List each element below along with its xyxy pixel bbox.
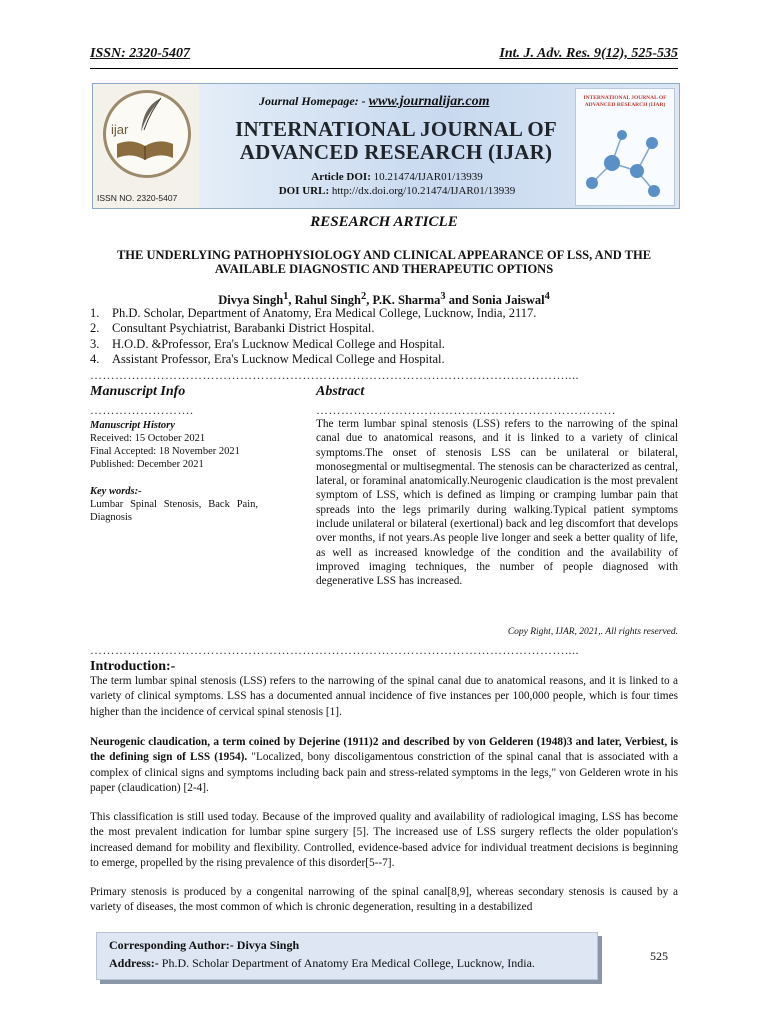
article-title: THE UNDERLYING PATHOPHYSIOLOGY AND CLINICAL APPEARANCE OF LSS, AND THE AVAILABLE DIAGNOSTIC AND THERAPEUTIC OPTIONS (116, 248, 652, 276)
author-sup: 1 (283, 291, 289, 302)
history-heading: Manuscript History (90, 420, 175, 431)
affiliation-item (90, 321, 536, 336)
article-doi: 10.21474/IJAR01/13939 (373, 171, 483, 183)
divider-bottom: …………………………………………………………………………………………………….... (90, 643, 579, 657)
address-text: Ph.D. Scholar Department of Anatomy Era Medical College, Lucknow, India. (158, 956, 535, 970)
manuscript-info-heading: Manuscript Info (90, 384, 186, 399)
author-sup: 2 (360, 291, 367, 302)
journal-cover-thumbnail (575, 88, 675, 206)
author-sup: 3 (440, 291, 446, 302)
book-icon (115, 136, 175, 162)
journal-banner (92, 83, 680, 209)
corresponding-author: Corresponding Author:- Divya Singh (109, 938, 300, 952)
affiliation-text: Assistant Professor, Era's Lucknow Medical College and Hospital. (112, 351, 445, 366)
divider-right: ……………………………………………………………… (316, 403, 616, 417)
molecule-icon (582, 123, 668, 201)
running-header (90, 46, 678, 69)
accepted-date: Final Accepted: 18 November 2021 (90, 446, 240, 457)
doi-block (245, 170, 549, 198)
logo-text: ijar (111, 122, 129, 137)
address-label: Address:- (109, 956, 159, 970)
intro-paragraph-1: The term lumbar spinal stenosis (LSS) refers to the narrowing of the spinal canal due to anatomical reasons, and it is linked to a variety of clinical symptoms. LSS has a documented annual incidence of five instances per 100,000 people, which is four times higher than the incidence of cervical spinal stenosis [1]. (90, 675, 678, 718)
author-name: Rahul Singh (294, 293, 361, 308)
keywords-heading: Key words:- (90, 486, 142, 497)
journal-logo (93, 84, 199, 208)
homepage-link[interactable]: www.journalijar.com (368, 94, 490, 109)
affiliation-number: 4. (90, 351, 100, 366)
homepage-label: Journal Homepage: - (259, 94, 366, 108)
intro-paragraph-2 (90, 735, 678, 797)
manuscript-history (90, 419, 258, 524)
affiliation-number: 2. (90, 321, 100, 336)
received-date: Received: 15 October 2021 (90, 433, 206, 444)
introduction-heading: Introduction:- (90, 659, 176, 674)
author-sep: and (445, 293, 472, 308)
author-name: P.K. Sharma (372, 293, 441, 308)
intro-paragraph-2-bold: Neurogenic claudication, a term coined by Dejerine (1911)2 and described by von Gelderen (1948)3 and later, Verbiest, is the defining sign of LSS (1954). (90, 736, 678, 764)
citation-label: Int. J. Adv. Res. 9(12), 525-535 (499, 46, 678, 61)
published-date: Published: December 2021 (90, 459, 204, 470)
abstract-heading: Abstract (316, 384, 365, 399)
intro-paragraph-4: Primary stenosis is produced by a congenital narrowing of the spinal canal[8,9], whereas secondary stenosis is caused by a variety of diseases, the most common of which is chronic degeneration, resulting in a destabilized (90, 886, 678, 914)
corresponding-author-box (96, 932, 598, 980)
author-sep: , (288, 293, 295, 308)
journal-title: INTERNATIONAL JOURNAL OF ADVANCED RESEARCH (IJAR) (235, 117, 557, 164)
affiliation-text: Ph.D. Scholar, Department of Anatomy, Era Medical College, Lucknow, India, 2117. (112, 306, 537, 320)
intro-paragraph-2-rest: "Localized, bony discoligamentous constriction of the spinal canal that is associated with a complex of clinical signs and symptoms including back pain and stress-related symptoms in the legs," von Gelderen wrote in his paper (claudication) [2-4]. (90, 751, 678, 795)
doi-url-label: DOI URL: (278, 185, 330, 197)
intro-paragraph-3: This classification is still used today. Because of the improved quality and availability of radiological imaging, LSS has become the most prevalent indication for lumbar spine surgery [5]. The increased use of LSS surgery reflects the older population's increased demand for mobility and flexibility. Controlled, evidence-based advice for individual treatment decisions is beginning to emerge, propelled by the rising prevalence of this disorder[5--7]. (90, 811, 678, 870)
author-address (109, 956, 535, 971)
author-sep: , (366, 293, 373, 308)
affiliation-item (90, 352, 536, 367)
quill-icon (135, 96, 165, 136)
affiliation-text: H.O.D. &Professor, Era's Lucknow Medical College and Hospital. (112, 336, 445, 351)
affiliation-text: Consultant Psychiatrist, Barabanki District Hospital. (112, 321, 375, 336)
affiliation-number: 1. (90, 306, 100, 320)
author-name: Divya Singh (218, 293, 284, 308)
journal-homepage (259, 94, 490, 110)
author-sup: 4 (544, 291, 550, 302)
affiliation-number: 3. (90, 336, 100, 351)
issn-label: ISSN: 2320-5407 (90, 46, 190, 61)
article-type: RESEARCH ARTICLE (310, 214, 458, 230)
logo-issn: ISSN NO. 2320-5407 (97, 193, 178, 203)
divider-left: ……………………. (90, 403, 194, 417)
doi-url-link[interactable]: http://dx.doi.org/10.21474/IJAR01/13939 (331, 185, 516, 197)
divider-top: …………………………………………………………………………………………………….... (90, 368, 579, 382)
abstract-text: The term lumbar spinal stenosis (LSS) refers to the narrowing of the spinal canal due to anatomical reasons, and it is linked to a variety of clinical symptoms.The onset of stenosis LSS can be unilateral or bilateral, monosegmental or multisegmental. The stenosis can be characterized as central, lateral, or foraminal anatomically.Neurogenic claudication is the most prevalent symptom of LSS, which is defined as limping or cramping lumbar pain that spreads into the legs primarily during walking.Typical patient symptoms include unilateral or bilateral (exertional) back and leg discomfort that develops over months, if not years.As people live longer and seek a better quality of life, as well as increased knowledge of the condition and the availability of improved imaging techniques, the number of people diagnosed with degenerative LSS has increased. (316, 418, 678, 588)
article-doi-label: Article DOI: (311, 171, 371, 183)
page-number: 525 (650, 949, 668, 963)
affiliation-list (90, 306, 536, 367)
affiliation-item (90, 337, 536, 352)
copyright-note: Copy Right, IJAR, 2021,. All rights reserved. (507, 627, 678, 637)
affiliation-item (90, 306, 536, 321)
author-name: Sonia Jaiswal (472, 293, 545, 308)
keywords-text: Lumbar Spinal Stenosis, Back Pain, Diagnosis (90, 499, 258, 523)
cover-title: INTERNATIONAL JOURNAL OF ADVANCED RESEARCH (IJAR) (583, 95, 667, 108)
